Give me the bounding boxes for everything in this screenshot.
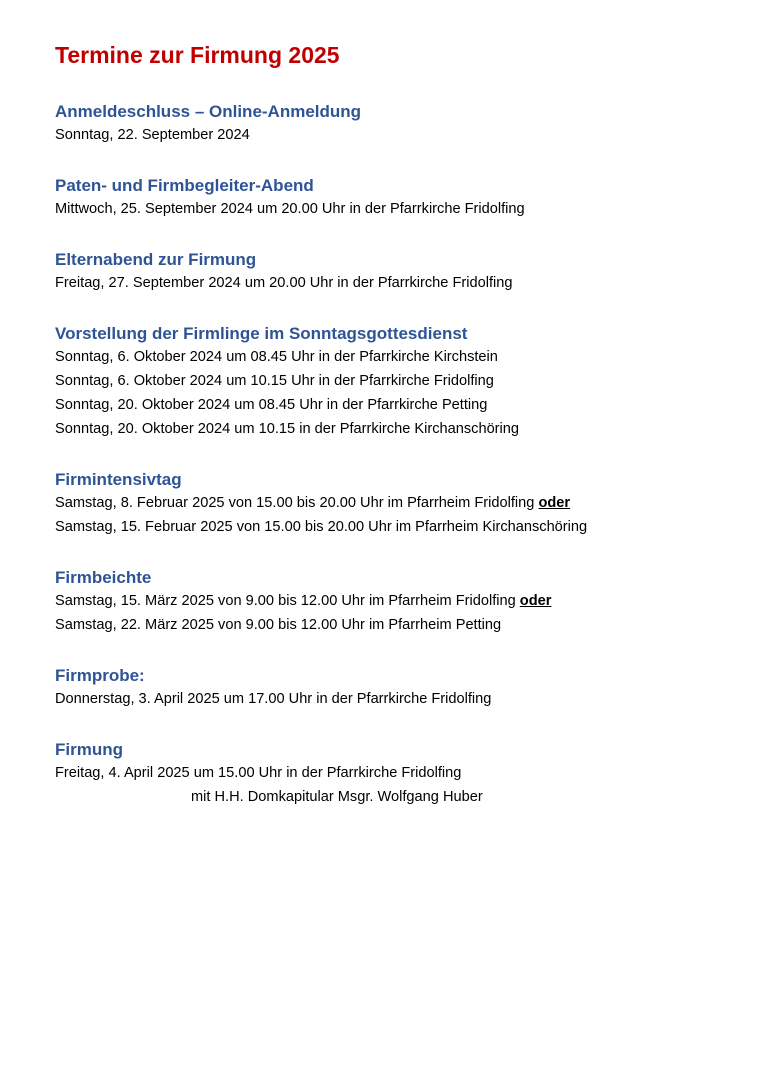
event-section: [55, 175, 745, 221]
event-date-line: [55, 687, 745, 711]
event-date-text: Samstag, 15. Februar 2025 von 15.00 bis 20.00 Uhr im Pfarrheim Kirchanschöring: [55, 519, 588, 535]
event-date-text: Samstag, 15. März 2025 von 9.00 bis 12.00 Uhr im Pfarrheim Fridolfing: [55, 593, 520, 609]
event-date-text: Sonntag, 20. Oktober 2024 um 10.15 in der Pfarrkirche Kirchanschöring: [55, 421, 520, 437]
section-heading: Paten- und Firmbegleiter-Abend: [55, 176, 314, 195]
event-date-line: [55, 393, 745, 417]
event-date-text: Sonntag, 20. Oktober 2024 um 08.45 Uhr in der Pfarrkirche Petting: [55, 397, 488, 413]
event-date-line: [55, 491, 745, 515]
section-heading: Anmeldeschluss – Online-Anmeldung: [55, 102, 362, 121]
event-list: [55, 101, 745, 809]
document-page: [55, 40, 745, 837]
event-date-line: [55, 417, 745, 441]
event-section: [55, 101, 745, 147]
event-date-line: [55, 345, 745, 369]
event-date-text: Samstag, 22. März 2025 von 9.00 bis 12.00 Uhr im Pfarrheim Petting: [55, 617, 502, 633]
event-date-text: Freitag, 4. April 2025 um 15.00 Uhr in der Pfarrkirche Fridolfing: [55, 765, 462, 781]
event-date-text: Sonntag, 6. Oktober 2024 um 08.45 Uhr in der Pfarrkirche Kirchstein: [55, 349, 498, 365]
event-date-line: [55, 123, 745, 147]
event-date-line: [55, 761, 745, 785]
event-date-text: Sonntag, 6. Oktober 2024 um 10.15 Uhr in der Pfarrkirche Fridolfing: [55, 373, 494, 389]
event-date-line: [55, 369, 745, 393]
alternative-connector: oder: [538, 495, 571, 511]
event-date-line: [55, 197, 745, 221]
event-date-text: Freitag, 27. September 2024 um 20.00 Uhr in der Pfarrkirche Fridolfing: [55, 275, 513, 291]
event-section: [55, 469, 745, 539]
page-title: Termine zur Firmung 2025: [55, 42, 340, 68]
event-section: [55, 739, 745, 809]
section-heading: Firmintensivtag: [55, 470, 182, 489]
event-date-text: Mittwoch, 25. September 2024 um 20.00 Uhr in der Pfarrkirche Fridolfing: [55, 201, 525, 217]
event-section: [55, 249, 745, 295]
event-date-text: Samstag, 8. Februar 2025 von 15.00 bis 20.00 Uhr im Pfarrheim Fridolfing: [55, 495, 539, 511]
event-date-line: [55, 613, 745, 637]
event-section: [55, 567, 745, 637]
event-date-line: [55, 589, 745, 613]
section-heading: Firmbeichte: [55, 568, 152, 587]
event-date-line: [55, 785, 745, 809]
event-section: [55, 323, 745, 441]
alternative-connector: oder: [519, 593, 552, 609]
event-date-text: mit H.H. Domkapitular Msgr. Wolfgang Huber: [191, 789, 483, 805]
event-date-text: Donnerstag, 3. April 2025 um 17.00 Uhr in der Pfarrkirche Fridolfing: [55, 691, 492, 707]
section-heading: Firmprobe:: [55, 666, 145, 685]
section-heading: Firmung: [55, 740, 123, 759]
event-date-text: Sonntag, 22. September 2024: [55, 127, 250, 143]
section-heading: Vorstellung der Firmlinge im Sonntagsgottesdienst: [55, 324, 468, 343]
event-date-line: [55, 271, 745, 295]
event-section: [55, 665, 745, 711]
section-heading: Elternabend zur Firmung: [55, 250, 257, 269]
event-date-line: [55, 515, 745, 539]
